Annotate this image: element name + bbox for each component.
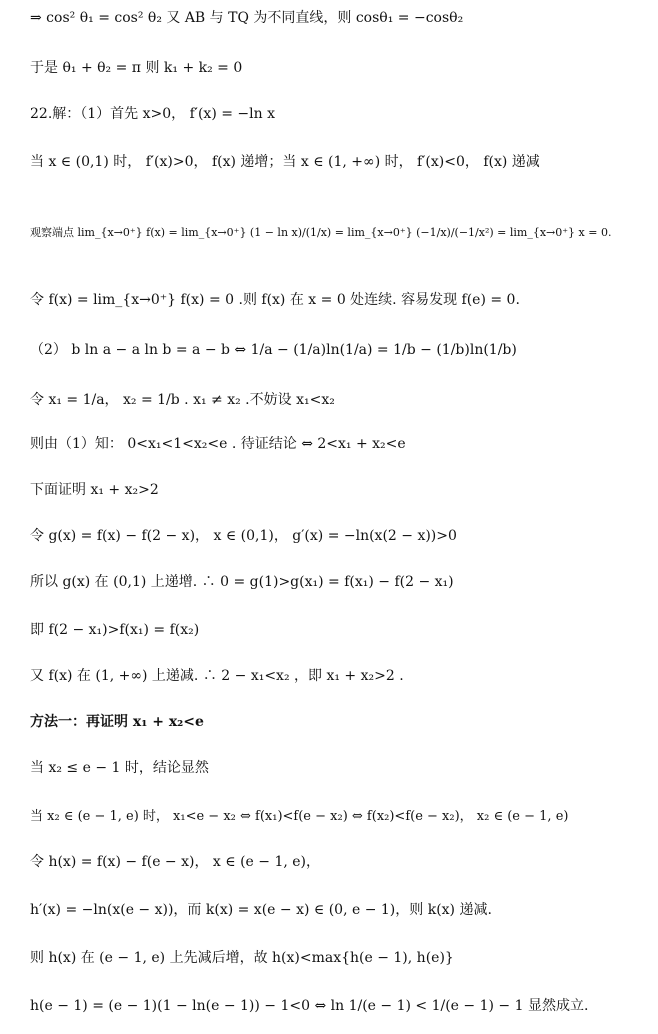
line-text: 令 f(x) = lim_{x→0⁺} f(x) = 0 .则 f(x) 在 x = 0 处连续. 容易发现 f(e) = 0. — [30, 292, 520, 308]
doc-line-11 — [0, 526, 658, 546]
doc-line-16 — [0, 758, 658, 778]
doc-line-2 — [0, 58, 658, 78]
doc-line-8 — [0, 390, 658, 410]
line-text: 于是 θ₁ + θ₂ = π 则 k₁ + k₂ = 0 — [30, 60, 243, 76]
line-text: 下面证明 x₁ + x₂>2 — [30, 482, 159, 498]
line-text: 所以 g(x) 在 (0,1) 上递增. ∴ 0 = g(1)>g(x₁) = f(x₁) − f(2 − x₁) — [30, 574, 454, 590]
doc-line-1 — [0, 8, 658, 28]
line-text: 令 x₁ = 1/a， x₂ = 1/b . x₁ ≠ x₂ .不妨设 x₁<x₂ — [30, 392, 335, 408]
line-text: 令 g(x) = f(x) − f(2 − x)， x ∈ (0,1)， g′(x) = −ln(x(2 − x))>0 — [30, 528, 457, 544]
doc-line-12 — [0, 572, 658, 592]
doc-line-14 — [0, 666, 658, 686]
line-text: h′(x) = −ln(x(e − x))，而 k(x) = x(e − x) ∈ (0, e − 1)，则 k(x) 递减. — [30, 902, 492, 918]
line-text: 22.解：（1）首先 x>0， f′(x) = −ln x — [30, 106, 275, 122]
line-text: 观察端点 lim_{x→0⁺} f(x) = lim_{x→0⁺} (1 − ln x)/(1/x) = lim_{x→0⁺} (−1/x)/(−1/x²) = lim_{x→0⁺} x = 0. — [30, 226, 612, 239]
doc-line-3 — [0, 104, 658, 124]
line-text: 令 h(x) = f(x) − f(e − x)， x ∈ (e − 1, e)， — [30, 854, 321, 870]
line-text: 方法一：再证明 x₁ + x₂<e — [30, 714, 204, 730]
doc-line-17 — [0, 806, 658, 827]
line-text: 当 x₂ ≤ e − 1 时，结论显然 — [30, 760, 209, 776]
doc-line-13 — [0, 620, 658, 640]
doc-line-10 — [0, 480, 658, 500]
doc-line-19 — [0, 900, 658, 920]
doc-line-4 — [0, 152, 658, 172]
doc-line-6 — [0, 290, 658, 310]
doc-line-9 — [0, 434, 658, 454]
line-text: 即 f(2 − x₁)>f(x₁) = f(x₂) — [30, 622, 200, 638]
line-text: 则 h(x) 在 (e − 1, e) 上先减后增，故 h(x)<max{h(e − 1), h(e)} — [30, 950, 454, 966]
doc-line-5 — [0, 222, 658, 243]
line-text: 则由（1）知： 0<x₁<1<x₂<e . 待证结论 ⇔ 2<x₁ + x₂<e — [30, 436, 406, 452]
line-text: 当 x ∈ (0,1) 时， f′(x)>0， f(x) 递增；当 x ∈ (1, +∞) 时， f′(x)<0， f(x) 递减 — [30, 154, 540, 170]
line-text: （2） b ln a − a ln b = a − b ⇔ 1/a − (1/a)ln(1/a) = 1/b − (1/b)ln(1/b) — [30, 342, 517, 358]
doc-line-7 — [0, 340, 658, 360]
line-text: h(e − 1) = (e − 1)(1 − ln(e − 1)) − 1<0 ⇔ ln 1/(e − 1) < 1/(e − 1) − 1 显然成立. — [30, 998, 589, 1014]
line-text: 当 x₂ ∈ (e − 1, e) 时， x₁<e − x₂ ⇔ f(x₁)<f(e − x₂) ⇔ f(x₂)<f(e − x₂)， x₂ ∈ (e − 1, e) — [30, 809, 569, 824]
doc-line-20 — [0, 948, 658, 968]
doc-line-15 — [0, 712, 658, 732]
line-text: 又 f(x) 在 (1, +∞) 上递减. ∴ 2 − x₁<x₂ ，即 x₁ + x₂>2 . — [30, 668, 404, 684]
doc-line-21 — [0, 996, 658, 1016]
line-text: ⇒ cos² θ₁ = cos² θ₂ 又 AB 与 TQ 为不同直线，则 cosθ₁ = −cosθ₂ — [30, 10, 464, 26]
doc-line-18 — [0, 852, 658, 872]
